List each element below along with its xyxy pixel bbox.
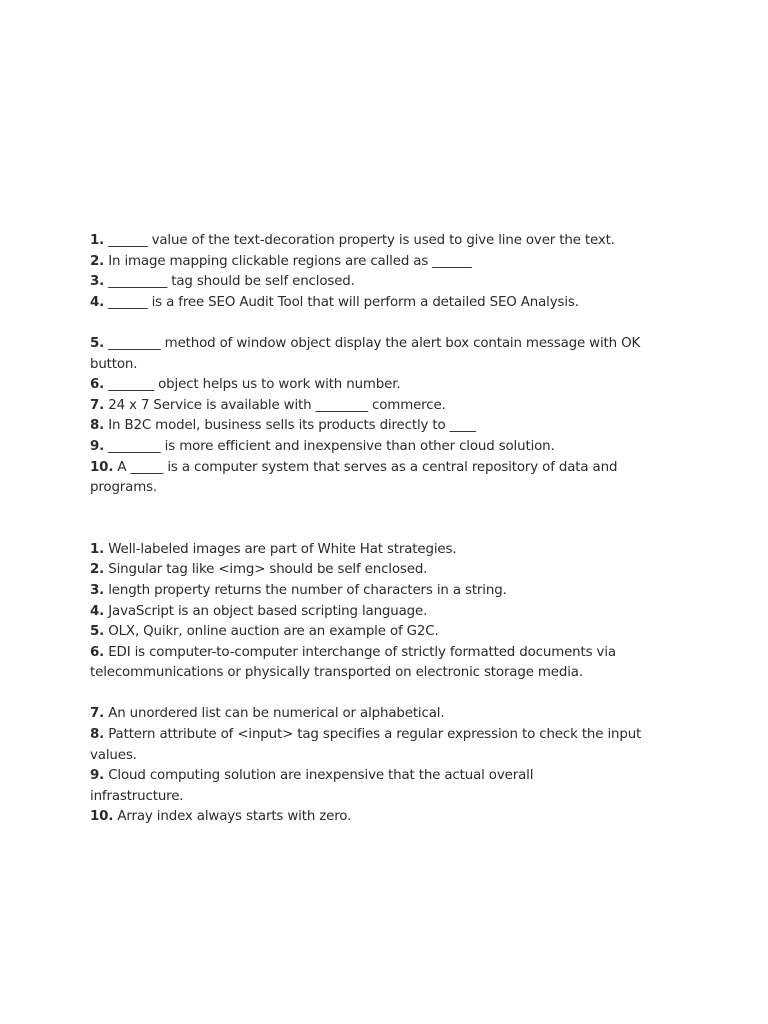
statement-text: JavaScript is an object based scripting language. bbox=[104, 603, 428, 619]
question-item bbox=[90, 293, 670, 314]
statement-text: OLX, Quikr, online auction are an example of G2C. bbox=[104, 624, 439, 640]
statement-item bbox=[90, 704, 670, 725]
question-item bbox=[90, 416, 670, 437]
statement-item bbox=[90, 643, 650, 684]
statement-text: Array index always starts with zero. bbox=[113, 809, 352, 825]
statement-item bbox=[90, 766, 540, 807]
statement-number: 5. bbox=[90, 624, 105, 640]
spacer bbox=[90, 684, 670, 705]
statement-text: EDI is computer-to-computer interchange of strictly formatted documents via telecommunications or physically transported on electronic storage media. bbox=[90, 644, 616, 681]
statement-number: 8. bbox=[90, 727, 105, 743]
statement-text: An unordered list can be numerical or alphabetical. bbox=[104, 706, 445, 722]
statement-item bbox=[90, 581, 670, 602]
question-number: 2. bbox=[90, 253, 105, 269]
question-text: In image mapping clickable regions are called as ______ bbox=[104, 253, 472, 269]
spacer bbox=[90, 313, 670, 334]
question-item bbox=[90, 458, 650, 499]
question-number: 9. bbox=[90, 438, 105, 454]
question-text: 24 x 7 Service is available with ________ commerce. bbox=[104, 397, 446, 413]
question-number: 4. bbox=[90, 294, 105, 310]
statement-item bbox=[90, 622, 670, 643]
statement-item bbox=[90, 725, 650, 766]
statement-number: 9. bbox=[90, 768, 105, 784]
question-item bbox=[90, 375, 670, 396]
statement-number: 6. bbox=[90, 644, 105, 660]
statement-text: Pattern attribute of <input> tag specifies a regular expression to check the input values. bbox=[90, 727, 642, 763]
question-item bbox=[90, 272, 670, 293]
statement-item bbox=[90, 602, 670, 623]
question-item bbox=[90, 437, 670, 458]
question-number: 5. bbox=[90, 335, 105, 351]
statement-text: length property returns the number of characters in a string. bbox=[104, 582, 507, 598]
question-number: 10. bbox=[90, 459, 114, 475]
question-item bbox=[90, 231, 650, 252]
statement-item bbox=[90, 807, 670, 828]
question-number: 8. bbox=[90, 418, 105, 434]
statement-number: 10. bbox=[90, 809, 114, 825]
statement-text: Well-labeled images are part of White Hat strategies. bbox=[104, 541, 457, 557]
question-text: _______ object helps us to work with number. bbox=[104, 377, 401, 393]
question-number: 3. bbox=[90, 274, 105, 290]
question-number: 6. bbox=[90, 377, 105, 393]
question-item bbox=[90, 334, 670, 375]
question-text: ________ method of window object display the alert box contain message with OK button. bbox=[90, 335, 641, 372]
question-text: ________ is more efficient and inexpensive than other cloud solution. bbox=[104, 438, 555, 454]
statement-number: 7. bbox=[90, 706, 105, 722]
question-number: 7. bbox=[90, 397, 105, 413]
statement-number: 1. bbox=[90, 541, 105, 557]
statement-item bbox=[90, 560, 670, 581]
question-number: 1. bbox=[90, 233, 105, 248]
statement-number: 2. bbox=[90, 562, 105, 578]
statement-text: Singular tag like <img> should be self enclosed. bbox=[104, 562, 428, 578]
statement-number: 4. bbox=[90, 603, 105, 619]
statement-item bbox=[90, 540, 670, 561]
question-text: _________ tag should be self enclosed. bbox=[104, 274, 355, 290]
statement-text: Cloud computing solution are inexpensive that the actual overall infrastructure. bbox=[90, 768, 534, 804]
question-text: ______ is a free SEO Audit Tool that will perform a detailed SEO Analysis. bbox=[104, 294, 579, 310]
spacer bbox=[90, 499, 670, 540]
document-page bbox=[90, 231, 670, 828]
question-item bbox=[90, 396, 670, 417]
question-text: ______ value of the text-decoration property is used to give line over the text. bbox=[104, 233, 615, 248]
question-item bbox=[90, 252, 670, 273]
question-text: A _____ is a computer system that serves as a central repository of data and programs. bbox=[90, 459, 618, 496]
statement-number: 3. bbox=[90, 582, 105, 598]
question-text: In B2C model, business sells its products directly to ____ bbox=[104, 418, 476, 434]
